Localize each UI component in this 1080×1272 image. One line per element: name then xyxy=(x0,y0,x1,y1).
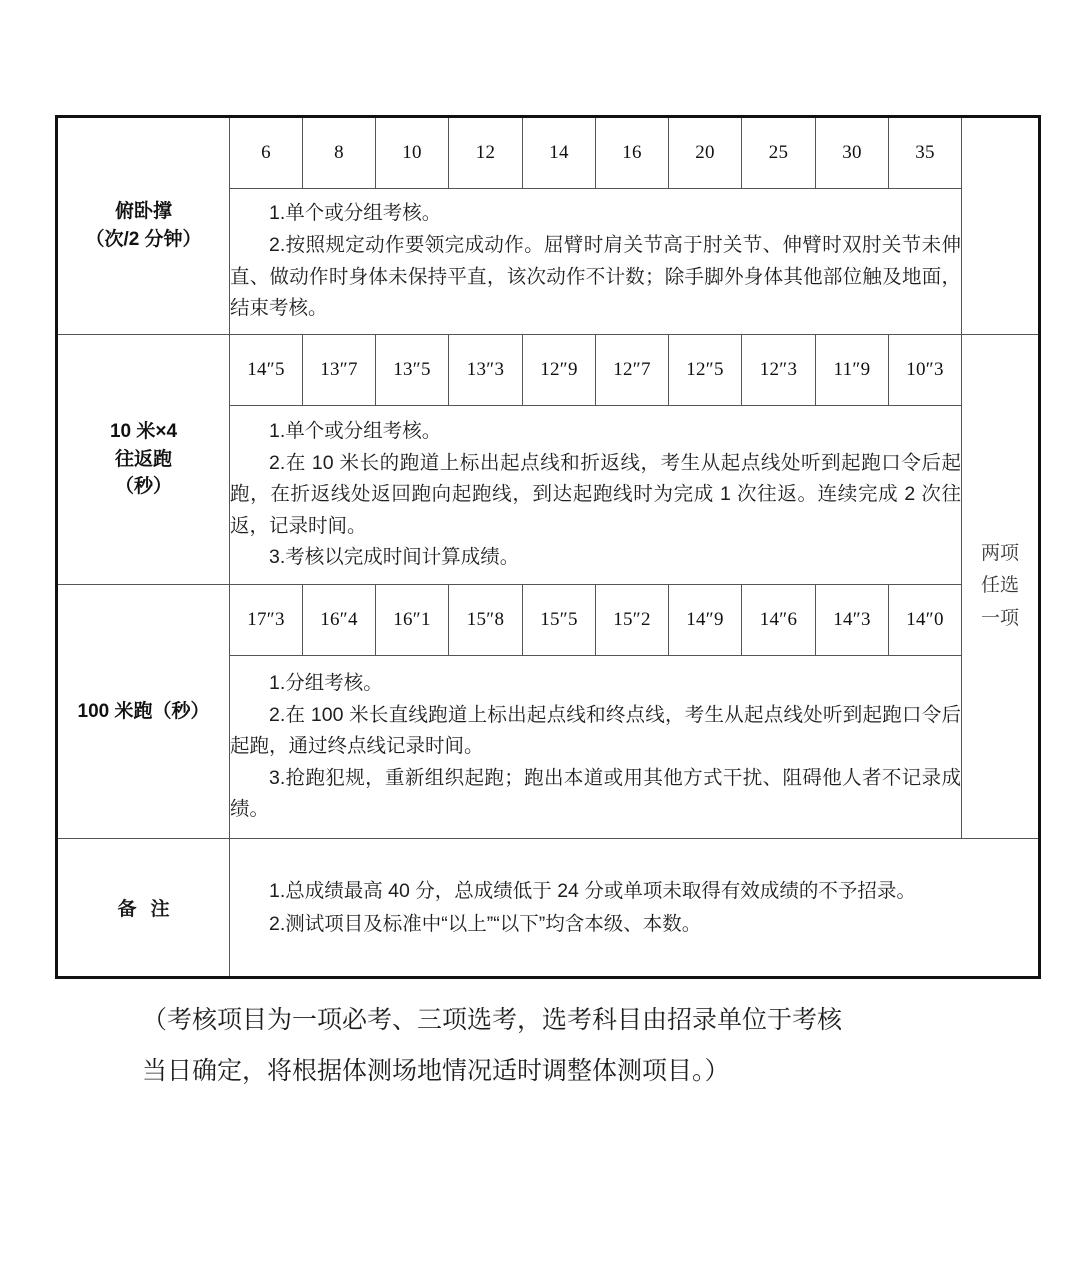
table-row xyxy=(57,117,1040,189)
score-cell: 12″3 xyxy=(742,335,816,406)
score-cell: 8 xyxy=(303,117,376,189)
score-cell: 14″0 xyxy=(889,585,962,656)
score-cell: 14″3 xyxy=(816,585,889,656)
footnote-paragraph xyxy=(100,995,1000,1098)
score-cell: 13″7 xyxy=(303,335,376,406)
remark-body: 1.总成绩最高 40 分，总成绩低于 24 分或单项未取得有效成绩的不予招录。 2.测试项目及标准中“以上”“以下”均含本级、本数。 xyxy=(230,839,1040,978)
score-cell: 12″7 xyxy=(596,335,669,406)
remark-label: 备注 xyxy=(57,839,230,978)
score-cell: 16″4 xyxy=(303,585,376,656)
score-cell: 14″9 xyxy=(669,585,742,656)
score-cell: 14″6 xyxy=(742,585,816,656)
item-name-100m-run: 100 米跑（秒） xyxy=(57,585,230,839)
description-shuttle-run: 1.单个或分组考核。 2.在 10 米长的跑道上标出起点线和折返线，考生从起点线处听到起跑口令后起跑，在折返线处返回跑向起跑线，到达起跑线时为完成 1 次往返。连续完成 2 次往返，记录时间。 3.考核以完成时间计算成绩。 xyxy=(230,406,962,585)
item-name-pushup: 俯卧撑 （次/2 分钟） xyxy=(57,117,230,335)
score-cell: 10 xyxy=(376,117,449,189)
score-cell: 12″9 xyxy=(523,335,596,406)
empty-side-cell-pushup xyxy=(962,117,1040,335)
table-row xyxy=(57,585,1040,656)
score-cell: 12″5 xyxy=(669,335,742,406)
score-cell: 15″5 xyxy=(523,585,596,656)
score-cell: 11″9 xyxy=(816,335,889,406)
score-cell: 13″3 xyxy=(449,335,523,406)
score-cell: 15″8 xyxy=(449,585,523,656)
table-row xyxy=(57,335,1040,406)
score-cell: 16″1 xyxy=(376,585,449,656)
footnote-line-1: （考核项目为一项必考、三项选考，选考科目由招录单位于考核 xyxy=(142,1006,843,1034)
score-cell: 13″5 xyxy=(376,335,449,406)
score-cell: 6 xyxy=(230,117,303,189)
score-cell: 14 xyxy=(523,117,596,189)
score-cell: 10″3 xyxy=(889,335,962,406)
item-name-shuttle-run: 10 米×4 往返跑 （秒） xyxy=(57,335,230,585)
description-pushup: 1.单个或分组考核。 2.按照规定动作要领完成动作。屈臂时肩关节高于肘关节、伸臂时双肘关节未伸直、做动作时身体未保持平直，该次动作不计数；除手脚外身体其他部位触及地面，结束考核。 xyxy=(230,189,962,335)
score-cell: 25 xyxy=(742,117,816,189)
score-cell: 30 xyxy=(816,117,889,189)
physical-test-standard-table xyxy=(55,115,1041,979)
description-100m-run: 1.分组考核。 2.在 100 米长直线跑道上标出起点线和终点线，考生从起点线处听到起跑口令后起跑，通过终点线记录时间。 3.抢跑犯规，重新组织起跑；跑出本道或用其他方式干扰、阻碍他人者不记录成绩。 xyxy=(230,656,962,839)
table-row-remark xyxy=(57,839,1040,978)
score-cell: 35 xyxy=(889,117,962,189)
score-cell: 20 xyxy=(669,117,742,189)
score-cell: 17″3 xyxy=(230,585,303,656)
score-cell: 14″5 xyxy=(230,335,303,406)
score-cell: 16 xyxy=(596,117,669,189)
score-cell: 12 xyxy=(449,117,523,189)
side-note-choose-one: 两项 任选 一项 xyxy=(962,335,1040,839)
footnote-line-2: 当日确定，将根据体测场地情况适时调整体测项目。） xyxy=(142,1057,730,1086)
score-cell: 15″2 xyxy=(596,585,669,656)
